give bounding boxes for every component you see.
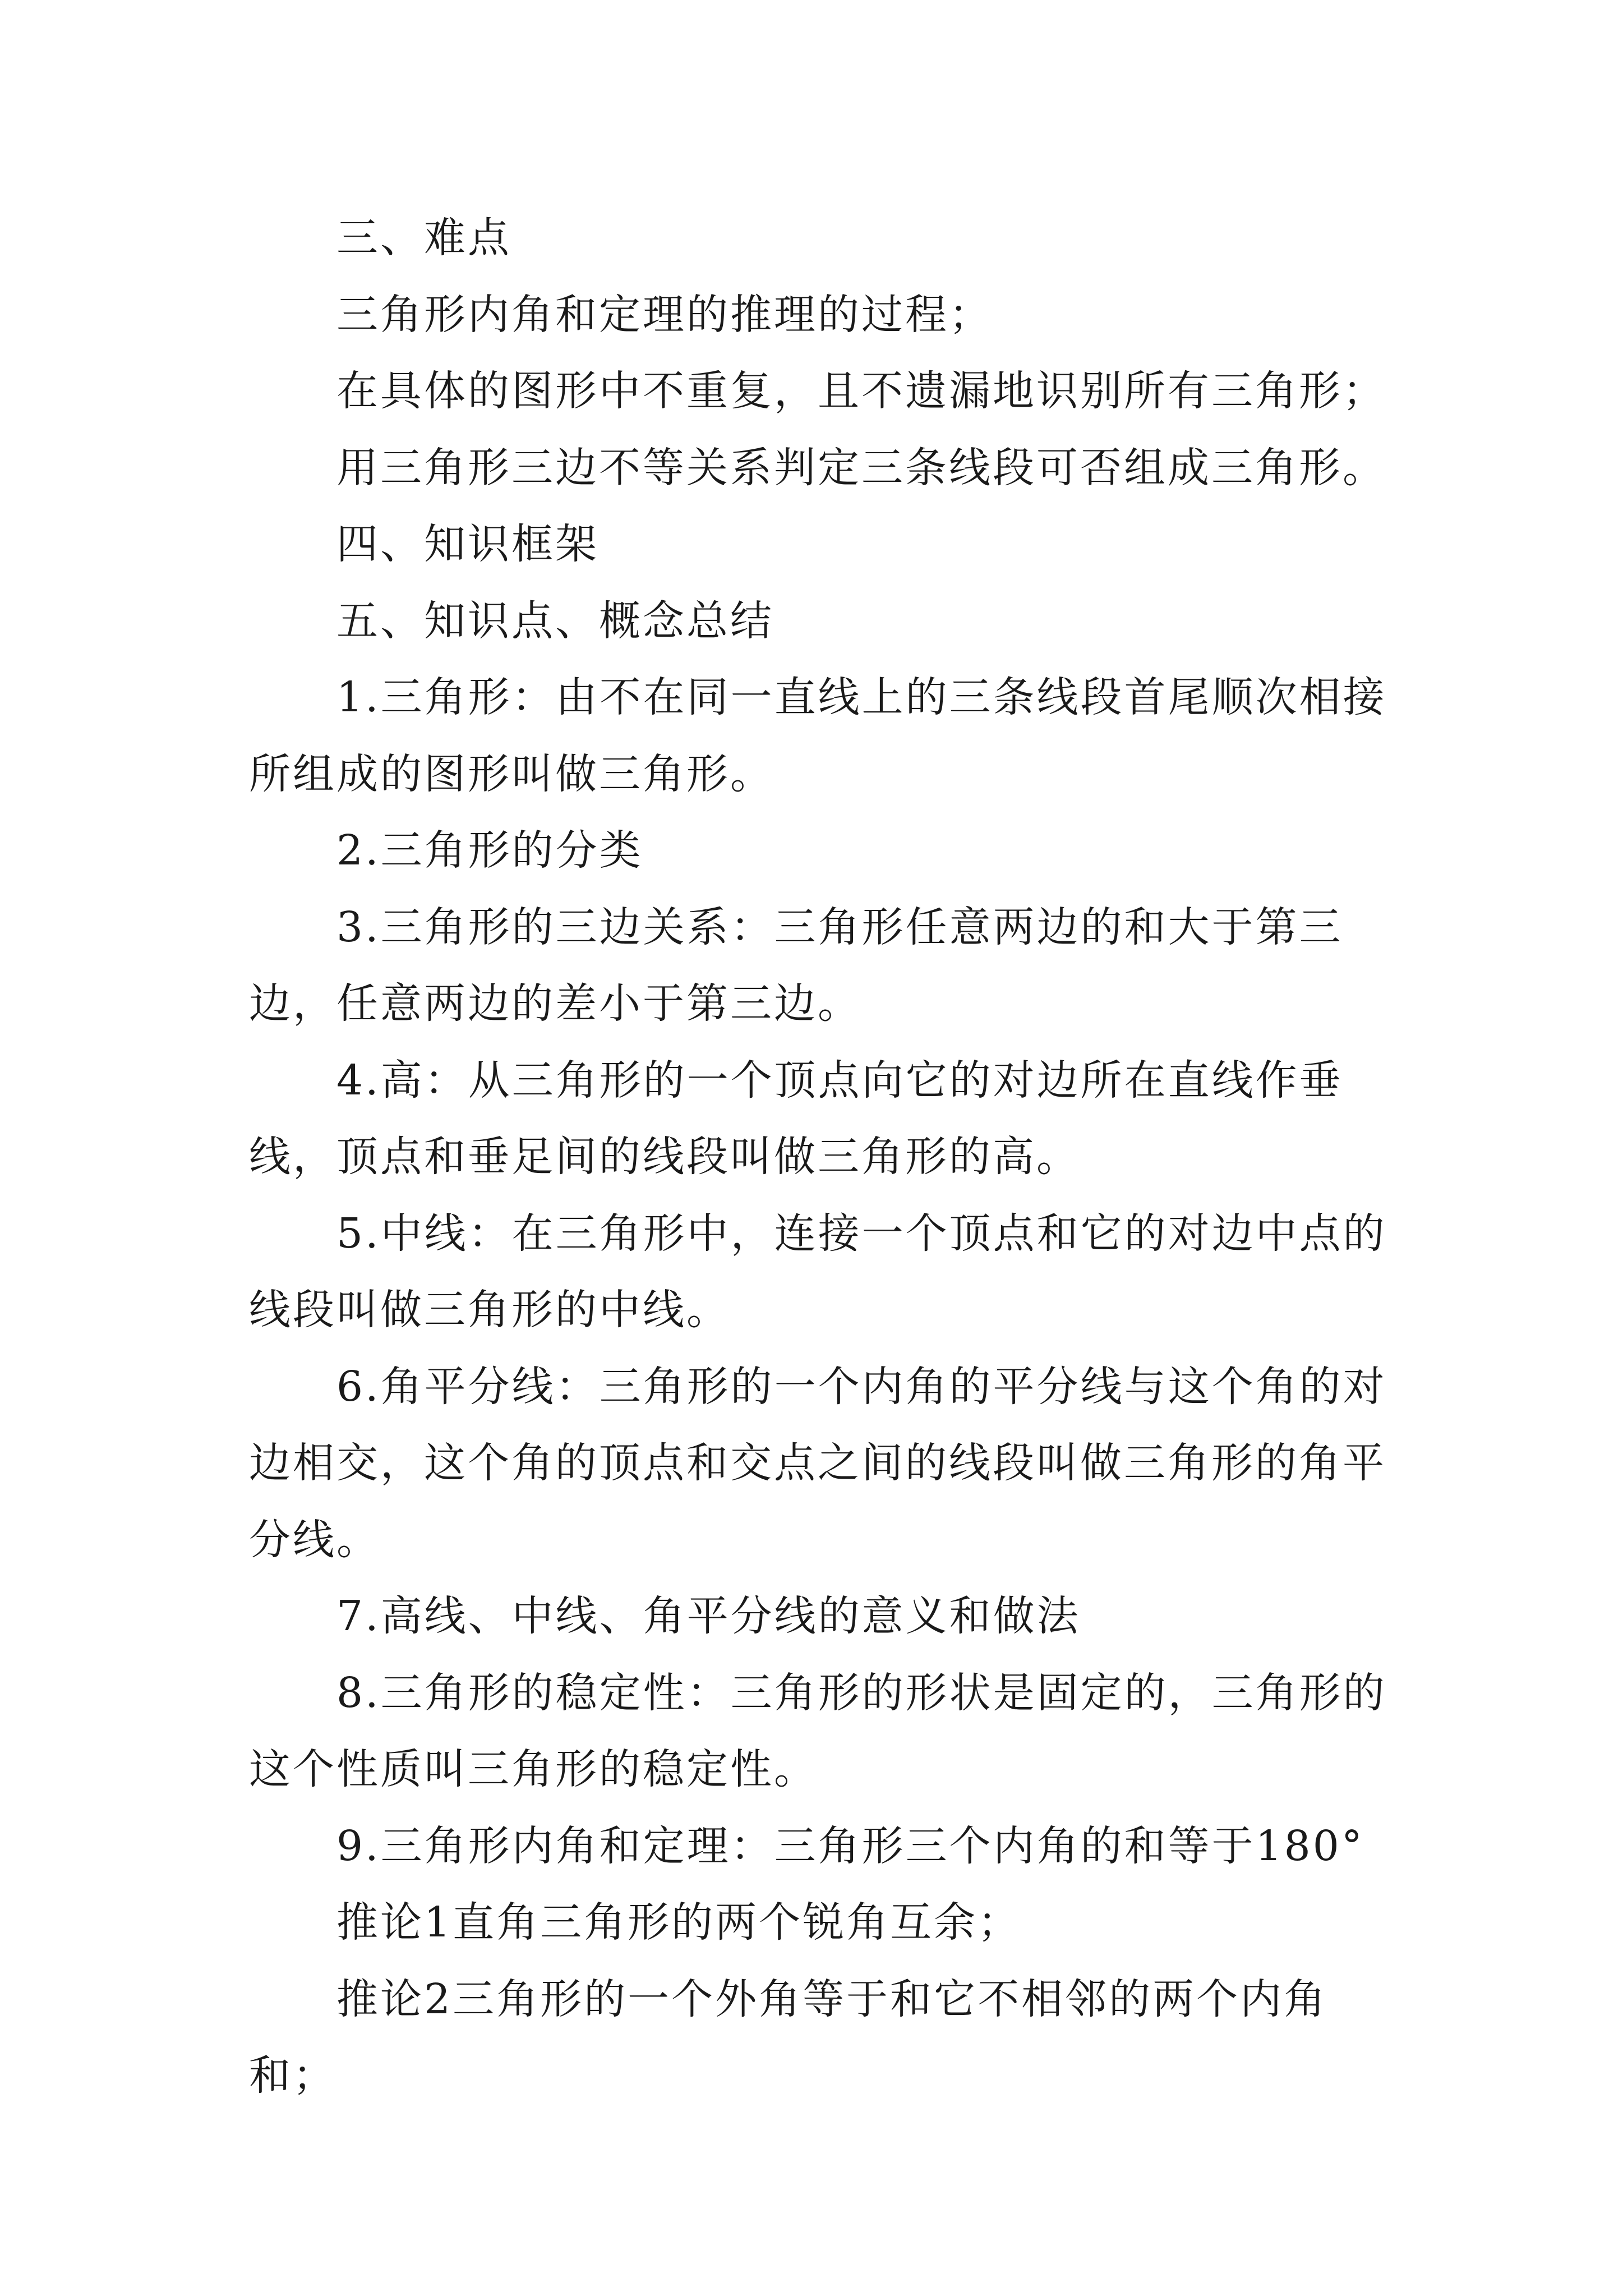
paragraph-difficulty-2: 在具体的图形中不重复，且不遗漏地识别所有三角形；: [336, 367, 1386, 415]
item-2-triangle-classification: 2.三角形的分类: [336, 826, 643, 875]
heading-knowledge-summary: 五、知识点、概念总结: [336, 596, 774, 645]
document-body: [249, 200, 1393, 2114]
item-1-triangle-definition: 1.三角形：由不在同一直线上的三条线段首尾顺次相接所组成的图形叫做三角形。: [249, 673, 1387, 798]
heading-knowledge-framework: 四、知识框架: [336, 520, 599, 568]
corollary-2: 推论2三角形的一个外角等于和它不相邻的两个内角和；: [249, 1975, 1328, 2100]
item-4-altitude: 4.高：从三角形的一个顶点向它的对边所在直线作垂线，顶点和垂足间的线段叫做三角形的高。: [249, 1056, 1343, 1181]
item-8-stability: 8.三角形的稳定性：三角形的形状是固定的，三角形的这个性质叫三角形的稳定性。: [249, 1668, 1387, 1793]
paragraph-difficulty-3: 用三角形三边不等关系判定三条线段可否组成三角形。: [336, 443, 1386, 492]
item-6-angle-bisector: 6.角平分线：三角形的一个内角的平分线与这个角的对边相交，这个角的顶点和交点之间的线段叫做三角形的角平分线。: [249, 1362, 1387, 1564]
item-3-side-relation: 3.三角形的三边关系：三角形任意两边的和大于第三边，任意两边的差小于第三边。: [249, 903, 1343, 1028]
heading-difficulties: 三、难点: [336, 214, 511, 262]
item-9-angle-sum-theorem: 9.三角形内角和定理：三角形三个内角的和等于180°: [336, 1821, 1364, 1870]
corollary-1: 推论1直角三角形的两个锐角互余；: [336, 1898, 1022, 1947]
item-5-median: 5.中线：在三角形中，连接一个顶点和它的对边中点的线段叫做三角形的中线。: [249, 1209, 1387, 1334]
paragraph-difficulty-1: 三角形内角和定理的推理的过程；: [336, 290, 993, 339]
item-7-lines-meaning: 7.高线、中线、角平分线的意义和做法: [336, 1592, 1081, 1640]
